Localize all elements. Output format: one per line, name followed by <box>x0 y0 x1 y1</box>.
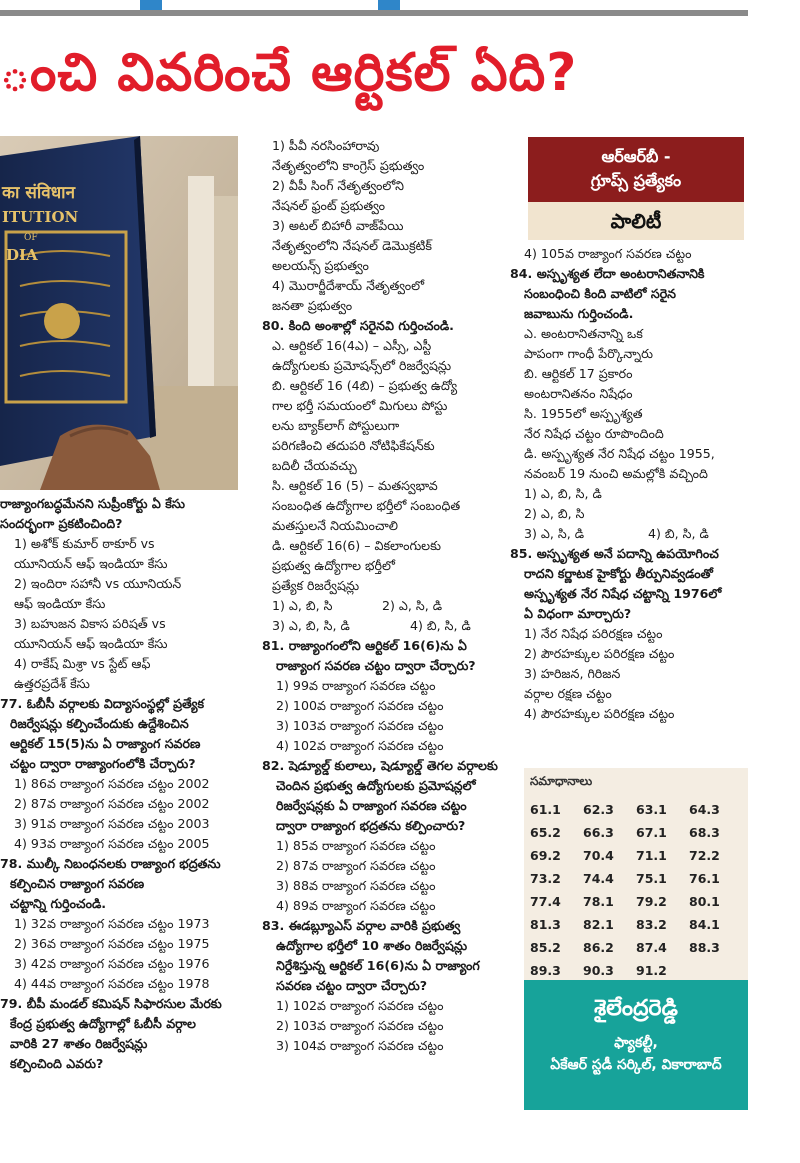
answer-item: 87.4 <box>636 940 667 955</box>
option: 4) బి, సి, డి <box>648 526 709 541</box>
option: యూనియన్ ఆఫ్ ఇండియా కేసు <box>14 556 168 571</box>
statement: ఎ. ఆర్టికల్ 16(4ఎ) – ఎస్సీ, ఎస్టీ <box>272 338 432 353</box>
option: 2) పౌరహక్కుల పరిరక్షణ చట్టం <box>524 646 675 661</box>
answer-item: 65.2 <box>530 825 561 840</box>
author-org: ఏకేఆర్ స్టడీ సర్కిల్, వికారాబాద్ <box>550 1057 722 1073</box>
answer-item: 88.3 <box>689 940 720 955</box>
answer-item: 81.3 <box>530 917 561 932</box>
question-79: కేంద్ర ప్రభుత్వ ఉద్యోగాల్లో ఓబీసీ వర్గాల <box>10 1016 196 1031</box>
option: 2) ఇందిరా సహానీ vs యూనియన్ <box>14 576 182 591</box>
question-83: సవరణ చట్టం ద్వారా చేర్చారు? <box>276 978 428 993</box>
question-83: నిర్దేశిస్తున్న ఆర్టికల్ 16(6)ను ఏ రాజ్యాంగ <box>276 958 480 973</box>
option: 4) 89వ రాజ్యాంగ సవరణ చట్టం <box>276 898 436 913</box>
option: 1) 102వ రాజ్యాంగ సవరణ చట్టం <box>276 998 444 1013</box>
answers-grid <box>530 801 742 979</box>
statement: లను బ్యాక్‌లాగ్ పోస్టులుగా <box>272 418 400 433</box>
answer-item: 74.4 <box>583 871 614 886</box>
statement: ప్రభుత్వ ఉద్యోగాల భర్తీలో <box>272 558 395 573</box>
option: ఆఫ్ ఇండియా కేసు <box>14 596 106 611</box>
option: 1) 85వ రాజ్యాంగ సవరణ చట్టం <box>276 838 436 853</box>
statement: సి. ఆర్టికల్ 16 (5) – మతస్వభావ <box>272 478 438 493</box>
answer-item: 86.2 <box>583 940 614 955</box>
answer-item: 79.2 <box>636 894 667 909</box>
subject-label: పాలిటీ <box>528 202 744 240</box>
headline: ంచి వివరించే ఆర్టికల్ ఏది? <box>0 43 578 103</box>
book-title-line: DIA <box>6 246 38 264</box>
option: 3) ఎ, సి, డి <box>524 526 585 541</box>
question-77: 77. ఓబీసీ వర్గాలకు విద్యాసంస్థల్లో ప్రత్యేక <box>0 696 205 711</box>
statement: ప్రత్యేక రిజర్వేషన్లు <box>272 578 360 593</box>
answer-item: 90.3 <box>583 963 614 978</box>
constitution-book-image <box>0 136 238 490</box>
option: 3) 103వ రాజ్యాంగ సవరణ చట్టం <box>276 718 444 733</box>
option: 4) రాకేష్ మిశ్రా vs స్టేట్ ఆఫ్ <box>14 656 151 671</box>
statement: నేర నిషేధ చట్టం రూపొందింది <box>524 426 664 441</box>
question-78: కల్పించిన రాజ్యాంగ సవరణ <box>10 876 145 891</box>
question-79: 79. బీపీ మండల్ కమిషన్ సిఫారసుల మేరకు <box>0 996 222 1011</box>
constitution-photo <box>0 136 238 490</box>
option: 3) ఎ, బి, సి, డి <box>272 618 350 633</box>
option: 3) అటల్ బిహారీ వాజ్‌పేయి <box>272 218 404 233</box>
option: 2) 100వ రాజ్యాంగ సవరణ చట్టం <box>276 698 444 713</box>
option: 4) 102వ రాజ్యాంగ సవరణ చట్టం <box>276 738 444 753</box>
question-85: ఏ విధంగా మార్చారు? <box>524 606 632 621</box>
answer-item: 68.3 <box>689 825 720 840</box>
option: 2) 103వ రాజ్యాంగ సవరణ చట్టం <box>276 1018 444 1033</box>
question-84: సంబంధించి కింది వాటిలో సరైన <box>524 286 677 301</box>
question-81: రాజ్యాంగ సవరణ చట్టం ద్వారా చేర్చారు? <box>276 658 476 673</box>
column-2 <box>262 136 512 1056</box>
option: 1) ఎ, బి, సి <box>272 598 333 613</box>
answer-item: 73.2 <box>530 871 561 886</box>
statement: బి. ఆర్టికల్ 17 ప్రకారం <box>524 366 633 381</box>
answer-item: 83.2 <box>636 917 667 932</box>
option: 2) ఎ, బి, సి <box>524 506 585 521</box>
question-82: 82. షెడ్యూల్డ్ కులాలు, షెడ్యూల్డ్ తెగల వర్గాలకు <box>262 758 498 773</box>
statement: పరిగణించి తదుపరి నోటిఫికేషన్‌కు <box>272 438 435 453</box>
answer-item: 76.1 <box>689 871 720 886</box>
statement: మతస్తులనే నియమించాలి <box>272 518 398 533</box>
option: 4) 105వ రాజ్యాంగ సవరణ చట్టం <box>524 246 692 261</box>
options-row <box>262 596 512 616</box>
question-84: జవాబును గుర్తించండి. <box>524 306 634 321</box>
answer-item: 70.4 <box>583 848 614 863</box>
option: 4) 44వ రాజ్యాంగ సవరణ చట్టం 1978 <box>14 976 210 991</box>
answer-item: 91.2 <box>636 963 667 978</box>
statement: బదిలీ చేయవచ్చు <box>272 458 357 473</box>
answer-item: 84.1 <box>689 917 720 932</box>
answer-item: 64.3 <box>689 802 720 817</box>
statement: బి. ఆర్టికల్ 16 (4బి) – ప్రభుత్వ ఉద్యో <box>272 378 458 393</box>
book-title-line: का संविधान <box>2 183 76 203</box>
question-82: రిజర్వేషన్లకు ఏ రాజ్యాంగ సవరణ చట్టం <box>276 798 467 813</box>
question-85: రాదని కర్ణాటక హైకోర్టు తీర్పునివ్వడంతో <box>524 566 713 581</box>
answers-heading: సమాధానాలు <box>530 774 593 788</box>
book-title-line: ITUTION <box>2 208 79 226</box>
question-78: చట్టాన్ని గుర్తించండి. <box>10 896 107 911</box>
option: 2) ఎ, సి, డి <box>382 598 443 613</box>
option: నేషనల్ ఫ్రంట్ ప్రభుత్వం <box>272 198 386 213</box>
option: 1) పీవీ నరసింహారావు <box>272 138 380 153</box>
answer-item: 78.1 <box>583 894 614 909</box>
option: ఉత్తరప్రదేశ్ కేసు <box>14 676 90 691</box>
question-83: ఉద్యోగాల భర్తీలో 10 శాతం రిజర్వేషన్లు <box>276 938 468 953</box>
statement: సంబంధిత ఉద్యోగాల భర్తీలో సంబంధిత <box>272 498 461 513</box>
option: 4) బి, సి, డి <box>410 618 471 633</box>
option: 1) నేర నిషేధ పరిరక్షణ చట్టం <box>524 626 663 641</box>
answer-item: 77.4 <box>530 894 561 909</box>
question-76-text: రాజ్యాంగబద్ధమేనని సుప్రీంకోర్టు ఏ కేసు <box>0 496 186 511</box>
question-84: 84. అస్పృశ్యత లేదా అంటరానితనానికి <box>510 266 705 281</box>
book-title-line: OF <box>24 233 38 243</box>
option: 3) బహుజన వికాస పరిషత్ vs <box>14 616 166 631</box>
author-box <box>524 980 748 1110</box>
question-77: ఆర్టికల్ 15(5)ను ఏ రాజ్యాంగ సవరణ <box>10 736 201 751</box>
answer-item: 82.1 <box>583 917 614 932</box>
question-77: చట్టం ద్వారా రాజ్యాంగంలోకి చేర్చారు? <box>10 756 196 771</box>
option: 1) 86వ రాజ్యాంగ సవరణ చట్టం 2002 <box>14 776 210 791</box>
badge-line: గ్రూప్స్ ప్రత్యేకం <box>590 171 682 190</box>
option: 1) 32వ రాజ్యాంగ సవరణ చట్టం 1973 <box>14 916 210 931</box>
option: 1) ఎ, బి, సి, డి <box>524 486 602 501</box>
question-80: 80. కింది అంశాల్లో సరైనవి గుర్తించండి. <box>262 318 454 333</box>
option: 3) హరిజన, గిరిజన <box>524 666 621 681</box>
statement: డి. ఆర్టికల్ 16(6) – వికలాంగులకు <box>272 538 442 553</box>
answer-item: 67.1 <box>636 825 667 840</box>
option: 2) 36వ రాజ్యాంగ సవరణ చట్టం 1975 <box>14 936 210 951</box>
option: 3) 104వ రాజ్యాంగ సవరణ చట్టం <box>276 1038 444 1053</box>
badge-line: ఆర్‌ఆర్‌బీ - <box>601 147 671 166</box>
option: 3) 91వ రాజ్యాంగ సవరణ చట్టం 2003 <box>14 816 210 831</box>
question-85: అస్పృశ్యత నేర నిషేధ చట్టాన్ని 1976లో <box>524 586 722 601</box>
author-role: ఫ్యాకల్టీ, <box>614 1035 658 1051</box>
question-79: వారికి 27 శాతం రిజర్వేషన్లు <box>10 1036 148 1051</box>
column-1 <box>0 494 248 1074</box>
question-82: ద్వారా రాజ్యాంగ భద్రతను కల్పించారు? <box>276 818 466 833</box>
option: 1) 99వ రాజ్యాంగ సవరణ చట్టం <box>276 678 436 693</box>
answer-item: 69.2 <box>530 848 561 863</box>
question-85: 85. అస్పృశ్యత అనే పదాన్ని ఉపయోగించ <box>510 546 719 561</box>
option: యూనియన్ ఆఫ్ ఇండియా కేసు <box>14 636 168 651</box>
answer-item: 71.1 <box>636 848 667 863</box>
statement: గాల భర్తీ సమయంలో మిగులు పోస్టు <box>272 398 448 413</box>
statement: అంటరానితనం నిషేధం <box>524 386 633 401</box>
answers-box <box>524 768 748 980</box>
option: 3) 88వ రాజ్యాంగ సవరణ చట్టం <box>276 878 436 893</box>
blue-marker <box>378 0 400 10</box>
top-rule <box>0 0 748 18</box>
question-78: 78. ముల్కీ నిబంధనలకు రాజ్యాంగ భద్రతను <box>0 856 221 871</box>
option: నేతృత్వంలోని నేషనల్ డెమొక్రటిక్ <box>272 238 432 253</box>
statement: ఉద్యోగులకు ప్రమోషన్స్‌లో రిజర్వేషన్లు <box>272 358 452 373</box>
option: 4) 93వ రాజ్యాంగ సవరణ చట్టం 2005 <box>14 836 210 851</box>
question-79: కల్పించింది ఎవరు? <box>10 1056 104 1071</box>
statement: ఎ. అంటరానితనాన్ని ఒక <box>524 326 643 341</box>
option: 4) మొరార్జీదేశాయ్ నేతృత్వంలో <box>272 278 425 293</box>
option: అలయన్స్ ప్రభుత్వం <box>272 258 369 273</box>
option: వర్గాల రక్షణ చట్టం <box>524 686 612 701</box>
author-name: శైలేంద్రరెడ్డి <box>594 996 678 1021</box>
options-row <box>262 616 512 636</box>
option: 2) 87వ రాజ్యాంగ సవరణ చట్టం 2002 <box>14 796 210 811</box>
question-82: చెందిన ప్రభుత్వ ఉద్యోగులకు ప్రమోషన్లలో <box>276 778 476 793</box>
statement: పాపంగా గాంధీ పేర్కొన్నారు <box>524 346 653 361</box>
option: జనతా ప్రభుత్వం <box>272 298 353 313</box>
answer-item: 75.1 <box>636 871 667 886</box>
question-77: రిజర్వేషన్లు కల్పించేందుకు ఉద్దేశించిన <box>10 716 189 731</box>
statement: నవంబర్ 19 నుంచి అమల్లోకి వచ్చింది <box>524 466 708 481</box>
option: 3) 42వ రాజ్యాంగ సవరణ చట్టం 1976 <box>14 956 210 971</box>
column-3 <box>510 244 750 724</box>
answer-item: 62.3 <box>583 802 614 817</box>
option: నేతృత్వంలోని కాంగ్రెస్ ప్రభుత్వం <box>272 158 425 173</box>
statement: సి. 1955లో అస్పృశ్యత <box>524 406 643 421</box>
answer-item: 63.1 <box>636 802 667 817</box>
question-81: 81. రాజ్యాంగంలోని ఆర్టికల్ 16(6)ను ఏ <box>262 638 467 653</box>
question-83: 83. ఈడబ్ల్యూఎస్ వర్గాల వారికి ప్రభుత్వ <box>262 918 461 933</box>
answer-item: 85.2 <box>530 940 561 955</box>
grey-rule <box>0 10 748 16</box>
answer-item: 89.3 <box>530 963 561 978</box>
answer-item: 61.1 <box>530 802 561 817</box>
answer-item: 72.2 <box>689 848 720 863</box>
answer-item: 66.3 <box>583 825 614 840</box>
answer-item: 80.1 <box>689 894 720 909</box>
option: 4) పౌరహక్కుల పరిరక్షణ చట్టం <box>524 706 675 721</box>
option: 1) అశోక్ కుమార్ ఠాకూర్ vs <box>14 536 155 551</box>
options-row <box>510 524 750 544</box>
question-76-text: సందర్భంగా ప్రకటించింది? <box>0 516 123 531</box>
option: 2) వీపీ సింగ్ నేతృత్వంలోని <box>272 178 404 193</box>
statement: డి. అస్పృశ్యత నేర నిషేధ చట్టం 1955, <box>524 446 715 461</box>
blue-marker <box>140 0 162 10</box>
section-badge <box>528 137 744 202</box>
option: 2) 87వ రాజ్యాంగ సవరణ చట్టం <box>276 858 436 873</box>
